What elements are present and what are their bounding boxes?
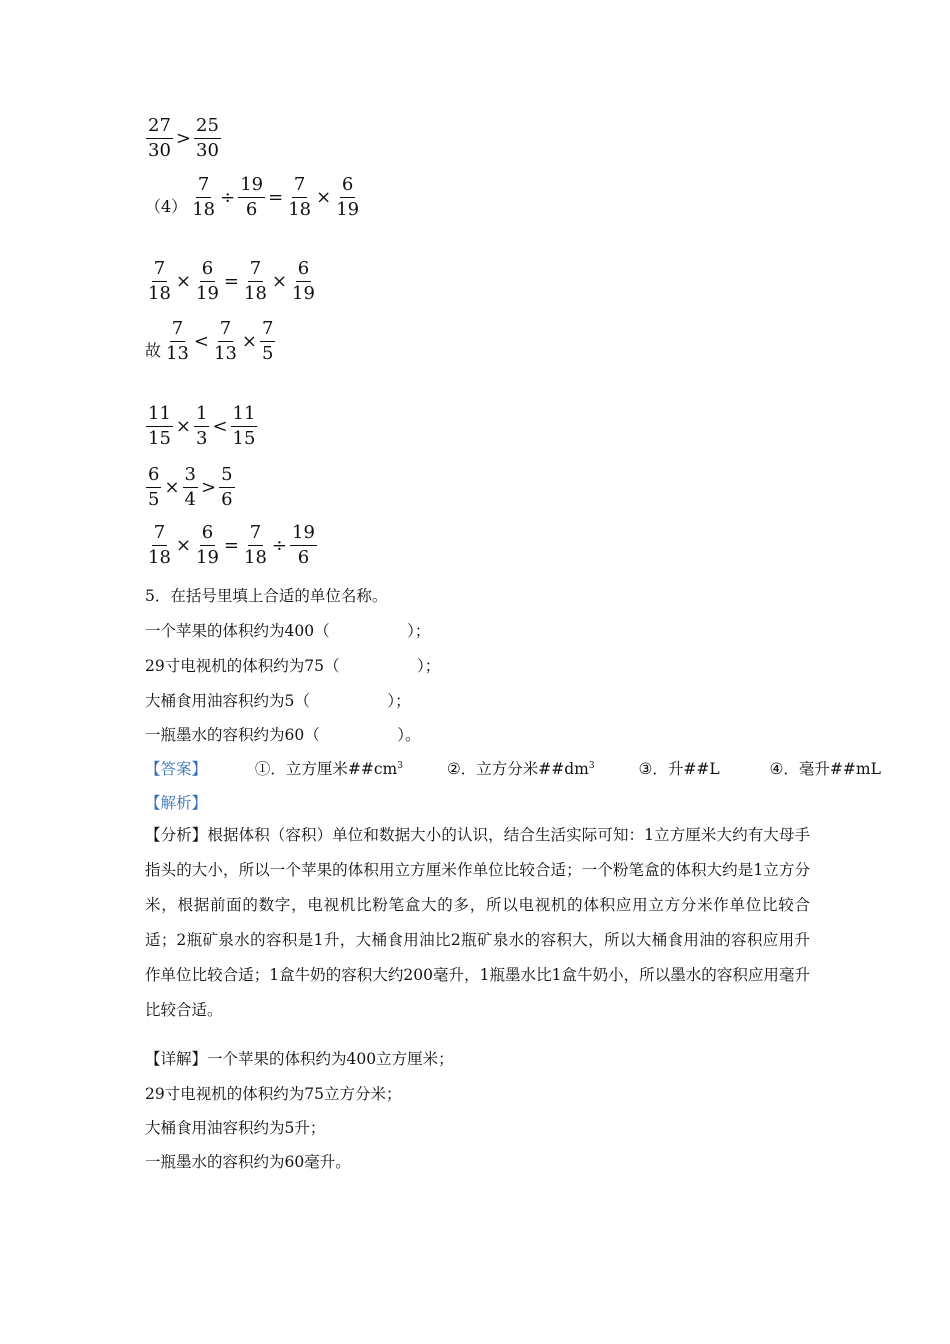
- fraction-denominator: 13: [166, 343, 189, 364]
- fraction: [219, 466, 234, 509]
- fraction-denominator: 19: [196, 547, 219, 568]
- fraction: [290, 524, 317, 567]
- fraction-numerator: 19: [290, 524, 317, 546]
- fraction: [183, 466, 198, 509]
- fraction-denominator: 30: [196, 140, 219, 161]
- fraction-numerator: 7: [196, 176, 211, 198]
- fraction-numerator: 6: [340, 176, 355, 198]
- fraction-numerator: 6: [296, 260, 311, 282]
- answer-item-1: ①．立方厘米$\#\#cm^3$: [254, 760, 403, 778]
- fraction: [212, 320, 239, 363]
- fraction-numerator: 7: [152, 260, 167, 282]
- fraction-numerator: 27: [146, 117, 173, 139]
- fraction-denominator: 3: [196, 428, 208, 449]
- fraction-numerator: 11: [146, 405, 173, 427]
- fraction-denominator: 18: [192, 199, 216, 220]
- math-prefix: （4）: [145, 197, 188, 216]
- fraction-denominator: 18: [288, 199, 312, 220]
- math-row: [145, 320, 276, 363]
- fraction: [194, 524, 221, 567]
- math-operator: ×: [175, 271, 191, 292]
- answer-item-4: ④．毫升##mL: [769, 760, 881, 778]
- fraction-numerator: 6: [146, 466, 161, 488]
- fraction-numerator: 19: [238, 176, 265, 198]
- fraction: [164, 320, 191, 363]
- question-line-2: 29寸电视机的体积约为75（ ）；: [145, 657, 441, 675]
- question-title: 5．在括号里填上合适的单位名称。: [145, 587, 388, 605]
- fraction-numerator: 7: [218, 320, 233, 342]
- answer-row: [145, 757, 881, 779]
- math-row: [145, 117, 222, 160]
- fraction: [242, 524, 269, 567]
- math-row: [145, 466, 236, 509]
- math-operator: ×: [241, 331, 258, 352]
- math-operator: ×: [271, 271, 287, 292]
- answer-item-2: ②．立方分米$\#\#dm^3$: [446, 760, 595, 778]
- fraction-numerator: 1: [194, 405, 209, 427]
- math-operator: =: [223, 271, 239, 292]
- fraction-denominator: 19: [292, 283, 315, 304]
- question-line-1: 一个苹果的体积约为400（ ）；: [145, 622, 431, 640]
- math-row: [145, 524, 318, 567]
- fraction: [146, 405, 173, 448]
- fraction: [334, 176, 361, 219]
- fraction-denominator: 5: [148, 489, 160, 510]
- fraction: [194, 405, 209, 448]
- detail-line-3: 大桶食用油容积约为5升；: [145, 1119, 326, 1137]
- fraction-denominator: 19: [336, 199, 360, 220]
- fraction-denominator: 5: [262, 343, 274, 364]
- detail-line-4: 一瓶墨水的容积约为60毫升。: [145, 1153, 351, 1171]
- fraction-numerator: 7: [248, 260, 263, 282]
- math-operator: <: [193, 331, 210, 352]
- fraction: [260, 320, 275, 363]
- fraction-numerator: 6: [200, 524, 215, 546]
- fraction-numerator: 7: [248, 524, 263, 546]
- fraction: [242, 260, 269, 303]
- fraction-denominator: 18: [244, 547, 267, 568]
- fraction: [194, 117, 221, 160]
- fraction: [238, 176, 265, 219]
- math-row: [145, 405, 258, 448]
- math-prefix: 故: [145, 341, 162, 360]
- question-line-3: 大桶食用油容积约为5（ ）；: [145, 692, 411, 710]
- fraction-denominator: 18: [244, 283, 267, 304]
- fraction-denominator: 15: [232, 428, 256, 449]
- answer-label: 【答案】: [145, 760, 208, 778]
- fraction: [146, 260, 173, 303]
- fraction-numerator: 3: [183, 466, 198, 488]
- fraction: [146, 524, 173, 567]
- fraction-numerator: 11: [231, 405, 258, 427]
- fraction-denominator: 19: [196, 283, 219, 304]
- math-row: [145, 176, 362, 219]
- math-row: [145, 260, 318, 303]
- fraction: [286, 176, 313, 219]
- math-operator: ×: [175, 535, 191, 556]
- analysis-paragraph: 【分析】根据体积（容积）单位和数据大小的认识，结合生活实际可知：1立方厘米大约有大母手指头的大小，所以一个苹果的体积用立方厘米作单位比较合适；一个粉笔盒的体积大约是1立方分米，根据前面的数字，电视机比粉笔盒大的多，所以电视机的体积应用立方分米作单位比较合适；2瓶矿泉水的容积是1升，大桶食用油比2瓶矿泉水的容积大，所以大桶食用油的容积应用升作单位比较合适；1盒牛奶的容积大约200毫升，1瓶墨水比1盒牛奶小，所以墨水的容积应用毫升比较合适。: [145, 826, 810, 1019]
- fraction-numerator: 7: [292, 176, 307, 198]
- fraction-denominator: 18: [148, 283, 171, 304]
- fraction-denominator: 4: [184, 489, 196, 510]
- fraction-denominator: 18: [148, 547, 171, 568]
- fraction-numerator: 25: [194, 117, 221, 139]
- fraction: [146, 466, 161, 509]
- fraction: [194, 260, 221, 303]
- math-operator: ×: [164, 477, 180, 498]
- fraction-denominator: 13: [214, 343, 237, 364]
- detail-line-2: 29寸电视机的体积约为75立方分米；: [145, 1085, 402, 1103]
- math-operator: <: [212, 416, 228, 437]
- fraction-denominator: 6: [221, 489, 233, 510]
- math-operator: =: [223, 535, 239, 556]
- fraction: [290, 260, 317, 303]
- math-operator: ×: [175, 416, 191, 437]
- fraction-denominator: 6: [297, 547, 310, 568]
- fraction: [231, 405, 258, 448]
- math-operator: >: [175, 128, 191, 149]
- fraction-numerator: 7: [152, 524, 167, 546]
- fraction-denominator: 6: [245, 199, 258, 220]
- math-operator: >: [201, 477, 217, 498]
- fraction: [146, 117, 173, 160]
- fraction-denominator: 15: [148, 428, 171, 449]
- math-operator: ×: [316, 187, 332, 208]
- detail-line-1: 【详解】一个苹果的体积约为400立方厘米；: [145, 1050, 454, 1068]
- math-operator: =: [268, 187, 284, 208]
- math-operator: ÷: [220, 187, 236, 208]
- answer-item-3: ③．升##L: [638, 760, 720, 778]
- fraction-denominator: 30: [148, 140, 171, 161]
- fraction-numerator: 7: [170, 320, 185, 342]
- analysis-label: 【解析】: [145, 794, 208, 812]
- question-line-4: 一瓶墨水的容积约为60（ ）。: [145, 726, 421, 744]
- fraction-numerator: 6: [200, 260, 215, 282]
- fraction-numerator: 5: [219, 466, 234, 488]
- fraction: [190, 176, 217, 219]
- fraction-numerator: 7: [260, 320, 275, 342]
- math-operator: ÷: [271, 535, 287, 556]
